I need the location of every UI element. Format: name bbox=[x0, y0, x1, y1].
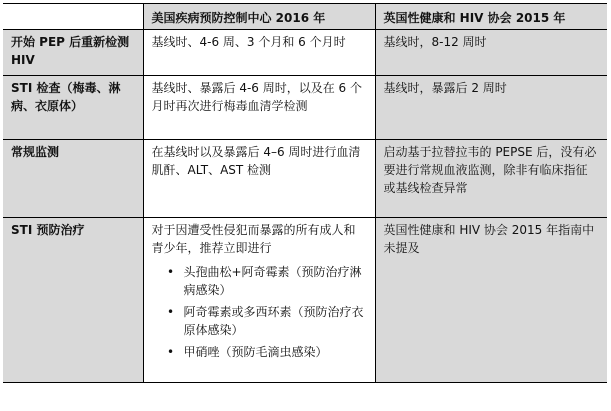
cell-bhiva-hiv-retest: 基线时，8-12 周时 bbox=[375, 30, 607, 76]
cdc-prophylaxis-intro: 对于因遭受性侵犯而暴露的所有成人和青少年，推荐立即进行 bbox=[151, 223, 356, 255]
regimen-trichomonas: 甲硝唑（预防毛滴虫感染） bbox=[183, 345, 328, 359]
row-label-sti-screening: STI 检查（梅毒、淋病、衣原体） bbox=[3, 76, 143, 140]
prophylaxis-regimen-list bbox=[152, 263, 367, 361]
bullet-icon: • bbox=[166, 265, 175, 279]
table-row bbox=[3, 30, 607, 76]
cell-bhiva-sti-screening: 基线时，暴露后 2 周时 bbox=[375, 76, 607, 140]
bullet-icon: • bbox=[166, 345, 175, 359]
header-row bbox=[3, 4, 607, 30]
list-item bbox=[152, 263, 367, 299]
cell-bhiva-sti-prophylaxis: 英国性健康和 HIV 协会 2015 年指南中未提及 bbox=[375, 218, 607, 383]
header-blank-cell bbox=[3, 4, 143, 30]
table-row bbox=[3, 140, 607, 218]
table-header bbox=[3, 4, 607, 30]
row-label-hiv-retest: 开始 PEP 后重新检测 HIV bbox=[3, 30, 143, 76]
regimen-gonorrhea: 头孢曲松+阿奇霉素（预防治疗淋病感染） bbox=[183, 265, 362, 297]
table-body bbox=[3, 30, 607, 383]
cell-cdc-hiv-retest: 基线时、4-6 周、3 个月和 6 个月时 bbox=[143, 30, 375, 76]
list-item bbox=[152, 303, 367, 339]
regimen-chlamydia: 阿奇霉素或多西环素（预防治疗衣原体感染） bbox=[183, 305, 364, 337]
cell-bhiva-routine-monitoring: 启动基于拉替拉韦的 PEPSE 后，没有必要进行常规血液监测，除非有临床指征或基线检查异常 bbox=[375, 140, 607, 218]
table-row bbox=[3, 76, 607, 140]
cell-cdc-sti-prophylaxis bbox=[143, 218, 375, 383]
guideline-comparison-table bbox=[3, 3, 607, 383]
bullet-icon: • bbox=[166, 305, 175, 319]
table-row bbox=[3, 218, 607, 383]
list-item bbox=[152, 343, 367, 361]
cell-cdc-sti-screening: 基线时、暴露后 4-6 周时，以及在 6 个月时再次进行梅毒血清学检测 bbox=[143, 76, 375, 140]
header-cdc-2016: 美国疾病预防控制中心 2016 年 bbox=[143, 4, 375, 30]
cell-cdc-routine-monitoring: 在基线时以及暴露后 4–6 周时进行血清肌酐、ALT、AST 检测 bbox=[143, 140, 375, 218]
row-label-routine-monitoring: 常规监测 bbox=[3, 140, 143, 218]
row-label-sti-prophylaxis: STI 预防治疗 bbox=[3, 218, 143, 383]
header-bhiva-2015: 英国性健康和 HIV 协会 2015 年 bbox=[375, 4, 607, 30]
